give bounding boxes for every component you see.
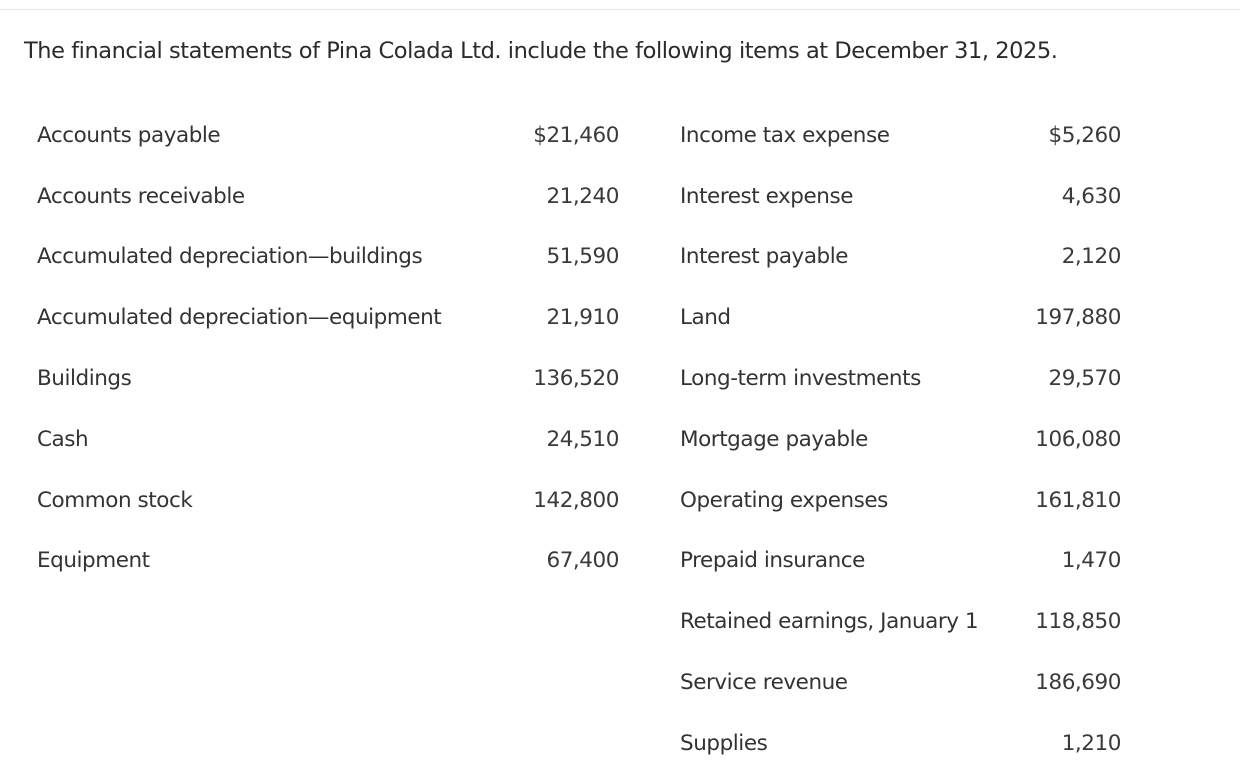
- item-label: Common stock: [37, 487, 193, 513]
- item-row: [680, 287, 1121, 348]
- item-label: Buildings: [37, 366, 132, 392]
- right-items-column: [680, 105, 1121, 774]
- item-row: [680, 531, 1121, 592]
- item-amount: 2,120: [1061, 244, 1121, 270]
- item-amount: 186,690: [1035, 670, 1121, 696]
- item-row: [37, 348, 619, 409]
- item-amount: 21,240: [546, 183, 619, 209]
- item-amount: 197,880: [1035, 305, 1121, 331]
- item-label: Income tax expense: [680, 122, 890, 148]
- item-amount: 67,400: [546, 548, 619, 574]
- item-amount: 29,570: [1048, 366, 1121, 392]
- item-label: Interest expense: [680, 183, 853, 209]
- item-amount: 24,510: [546, 426, 619, 452]
- item-amount: 4,630: [1061, 183, 1121, 209]
- problem-intro: The financial statements of Pina Colada Ltd. include the following items at December 31, 2025.: [24, 38, 1058, 64]
- item-label: Long-term investments: [680, 366, 921, 392]
- item-row: [680, 105, 1121, 166]
- item-label: Land: [680, 305, 731, 331]
- item-label: Retained earnings, January 1: [680, 609, 979, 635]
- item-label: Equipment: [37, 548, 150, 574]
- item-row: [680, 713, 1121, 774]
- item-amount: 142,800: [533, 487, 619, 513]
- item-label: Operating expenses: [680, 487, 888, 513]
- item-row: [37, 409, 619, 470]
- item-row: [37, 531, 619, 592]
- item-row: [37, 287, 619, 348]
- item-amount: 51,590: [546, 244, 619, 270]
- item-label: Accumulated depreciation—equipment: [37, 305, 442, 331]
- item-label: Accounts receivable: [37, 183, 245, 209]
- item-amount: 118,850: [1035, 609, 1121, 635]
- item-amount: 1,210: [1061, 730, 1121, 756]
- item-row: [680, 470, 1121, 531]
- item-amount: 136,520: [533, 366, 619, 392]
- item-row: [680, 652, 1121, 713]
- item-amount: 106,080: [1035, 426, 1121, 452]
- item-label: Interest payable: [680, 244, 849, 270]
- item-label: Accounts payable: [37, 122, 221, 148]
- item-amount: 21,910: [546, 305, 619, 331]
- item-amount: $21,460: [533, 122, 619, 148]
- item-row: [680, 166, 1121, 227]
- item-amount: 161,810: [1035, 487, 1121, 513]
- item-label: Service revenue: [680, 670, 848, 696]
- item-row: [37, 105, 619, 166]
- item-row: [680, 348, 1121, 409]
- item-label: Cash: [37, 426, 89, 452]
- item-amount: 1,470: [1061, 548, 1121, 574]
- item-label: Accumulated depreciation—buildings: [37, 244, 423, 270]
- item-row: [37, 166, 619, 227]
- item-amount: $5,260: [1048, 122, 1121, 148]
- left-items-column: [37, 105, 619, 591]
- item-label: Supplies: [680, 730, 768, 756]
- top-divider: [0, 9, 1240, 10]
- item-row: [37, 227, 619, 288]
- item-label: Prepaid insurance: [680, 548, 865, 574]
- item-row: [680, 409, 1121, 470]
- item-row: [680, 591, 1121, 652]
- item-row: [37, 470, 619, 531]
- item-row: [680, 227, 1121, 288]
- item-label: Mortgage payable: [680, 426, 868, 452]
